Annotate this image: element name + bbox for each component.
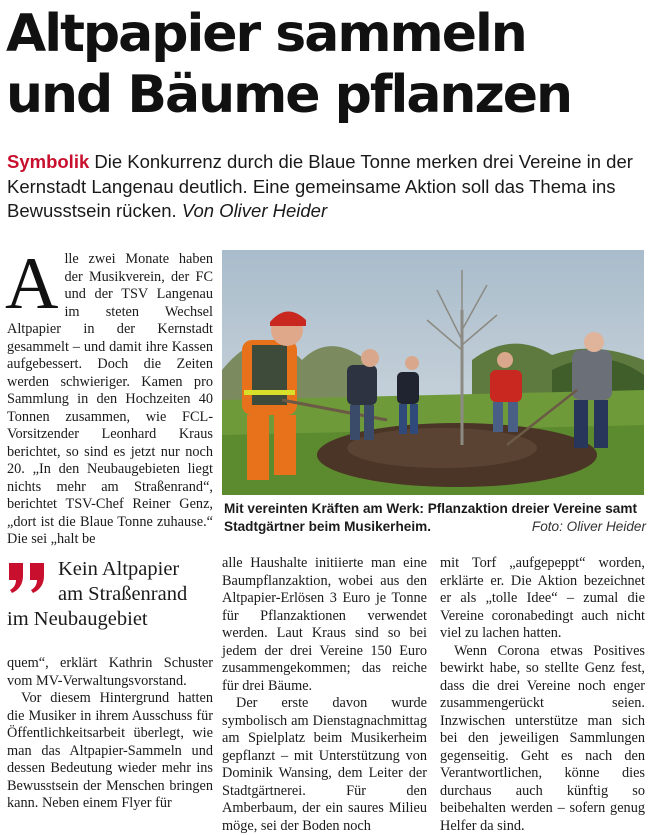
body-paragraph-2a: Vor diesem Hintergrund hatten die Musiker in ihrem Ausschuss für Öffentlichkeitsarbeit überlegt, wie man das Altpapier-Sammeln und dessen Bedeutung wieder mehr ins Bewusstsein der Menschen bringen kann. Neben einem Flyer für [7,690,213,813]
headline [6,4,646,126]
body-paragraph-3b: mit Torf „aufgepeppt“ worden, erklärte er. Die Aktion bezeichnet er als „tolle Idee“ – zumal die Vereine coronabedingt auch nicht viel zu lachen hatten. [440,555,645,643]
teaser [7,150,647,224]
body-paragraph-4: Wenn Corona etwas Positives bewirkt habe, so stellte Genz fest, dass die drei Vereine noch enger zusammengerückt seien. Inzwischen unterstütze man sich bei den jeweiligen Sammlungen gegenseitig. Geht es nach den Verantwortlichen, könne dies durchaus auch künftig so beibehalten werden – sofern genug Helfer da sind. [440,643,645,835]
pull-quote-text [7,557,213,632]
column-3 [440,555,645,835]
photo-illustration [222,250,644,495]
pull-quote [7,557,213,637]
pull-quote-line-2: am Straßenrand [7,582,213,607]
column-1-bottom [7,655,213,813]
pull-quote-line-3: im Neubaugebiet [7,607,213,632]
teaser-text: Die Konkurrenz durch die Blaue Tonne merken drei Vereine in der Kernstadt Langenau deutlich. Eine gemeinsame Aktion soll das Thema ins Bewusstsein rücken. [7,151,633,221]
headline-line-1: Altpapier sammeln [6,4,526,64]
byline: Von Oliver Heider [182,200,327,221]
photo-caption [224,500,646,536]
drop-cap: A [5,254,58,314]
body-paragraph-1b: quem“, erklärt Kathrin Schuster vom MV-Verwaltungsvorstand. [7,655,213,690]
article-photo [222,250,644,495]
column-1-top [7,251,213,549]
pull-quote-line-1: Kein Altpapier [7,557,213,582]
headline-line-2: und Bäume pflanzen [6,65,571,125]
body-paragraph-2b: alle Haushalte initiierte man eine Baumpflanzaktion, wobei aus den Altpapier-Erlösen 3 Euro je Tonne für Pflanzaktionen verwendet werden. Laut Kraus sind so bei jedem der drei Vereine 150 Euro zusammengekommen; das reiche für drei Bäume. [222,555,427,695]
kicker: Symbolik [7,151,89,172]
body-paragraph-3a: Der erste davon wurde symbolisch am Dienstagnachmittag am Spielplatz beim Musikerheim gepflanzt – mit Unterstützung von Dominik Wansing, dem Leiter der Stadtgärtnerei. Für den Amberbaum, der ein saures Milieu möge, sei der Boden noch [222,695,427,835]
column-2 [222,555,427,835]
body-paragraph-1a: lle zwei Monate haben der Musikverein, der FC und der TSV Langenau im steten Wechsel Altpapier in der Kernstadt gesammelt – und damit ihre Kassen aufgebessert. Doch die Zeiten werden schwieriger. Kamen pro Sammlung in den Hochzeiten 40 Tonnen zusammen, wie FCL-Vorsitzender Leonhard Kraus berichtet, so sind es jetzt nur noch 20. „In den Neubaugebieten liegt nichts mehr am Straßenrand“, berichtet TSV-Chef Reiner Genz, „dort ist die Blaue Tonne zuhause.“ Die sei „halt be [7,251,213,549]
caption-text: Mit vereinten Kräften am Werk: Pflanzaktion dreier Vereine samt Stadtgärtner beim Musikerheim. [224,501,637,534]
photo-credit: Foto: Oliver Heider [532,518,646,536]
